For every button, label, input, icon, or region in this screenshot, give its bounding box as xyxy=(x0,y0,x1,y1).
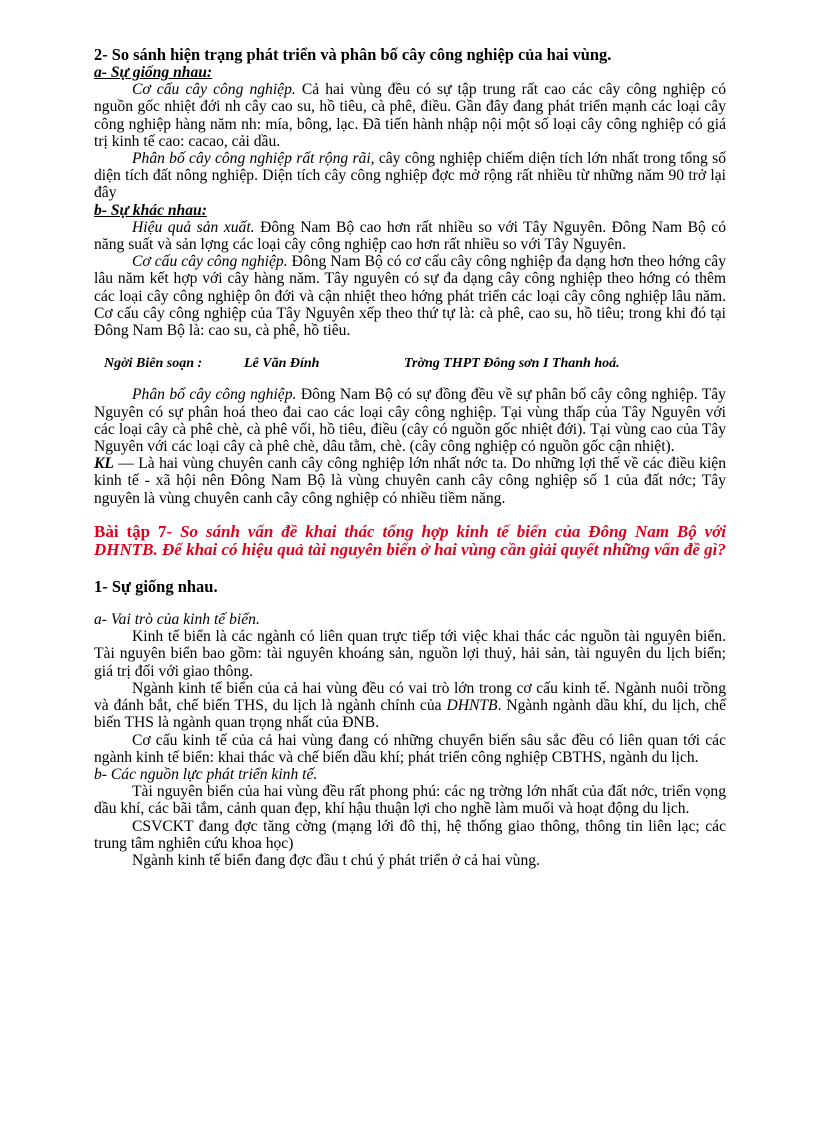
author-role: Ngời Biên soạn : xyxy=(104,356,203,372)
paragraph-lead: Cơ cấu cây công nghiệp. xyxy=(132,253,288,271)
paragraph xyxy=(94,150,726,202)
conclusion-label: KL xyxy=(94,455,114,473)
paragraph-text: Đông Nam Bộ có cơ cấu cây công nghiệp đa dạng hơn theo hớng cây lâu năm kết hợp với cây hàng năm. Tây nguyên có sự đa dạng cây công nghiệp theo hớng có thêm các loại cây công nghiệp ôn đới và cận nhiệt theo hớng phát triển các loại cây công nghiệp lâu năm. Cơ cấu cây công nghiệp của Tây Nguyên xếp theo thứ tự là: cà phê, cao su, hồ tiêu; trong khi đó tại Đông Nam Bộ là: cao su, cà phê, hồ tiêu. xyxy=(94,253,726,340)
subsection-label-b: b- Sự khác nhau: xyxy=(94,201,207,219)
author-school: Trờng THPT Đông sơn I Thanh hoá. xyxy=(404,356,620,372)
paragraph xyxy=(94,219,726,253)
conclusion xyxy=(94,455,726,507)
section-heading: 2- So sánh hiện trạng phát triển và phân bố cây công nghiệp của hai vùng. xyxy=(94,45,612,64)
document-page xyxy=(94,46,726,869)
paragraph xyxy=(94,253,726,339)
exercise-title: Bài tập 7- So sánh vấn đề khai thác tổng hợp kinh tế biển của Đông Nam Bộ với DHNTB. Để khai có hiệu quả tài nguyên biển ở hai vùng cần giải quyết những vấn đề gì? xyxy=(94,521,726,560)
paragraph xyxy=(94,386,726,455)
exercise-question: So sánh vấn đề khai thác tổng hợp kinh tế biển của Đông Nam Bộ với DHNTB. Để khai có hiệu quả tài nguyên biển ở hai vùng cần giải quyết những vấn đề gì? xyxy=(94,521,726,560)
subsection-label-b2: b- Các nguồn lực phát triển kinh tế. xyxy=(94,765,318,783)
paragraph-text: Cả hai vùng đều có sự tập trung rất cao các cây công nghiệp có nguồn gốc nhiệt đới nh cây cao su, hồ tiêu, cà phê, điều. Gần đây đang phát triển mạnh các loại cây công nghiệp hàng năm nh: mía, bông, lạc. Đã tiến hành nhập nội một số loại cây công nghiệp có giá trị kinh tế cao: cacao, cải dầu. xyxy=(94,81,727,150)
paragraph xyxy=(94,81,726,150)
exercise-heading: 1- Sự giống nhau. xyxy=(94,576,218,596)
paragraph-lead: Hiệu quả sản xuất. xyxy=(132,218,255,236)
paragraph-lead: Phân bố cây công nghiệp rất rộng rãi, xyxy=(132,150,375,168)
paragraph: CSVCKT đang đợc tăng cờng (mạng lới đô thị, hệ thống giao thông, thông tin liên lạc; các trung tâm nghiên cứu khoa học) xyxy=(94,817,726,852)
paragraph: Ngành kinh tế biển của cả hai vùng đều có vai trò lớn trong cơ cấu kinh tế. Ngành nuôi trồng và đánh bắt, chế biến THS, du lịch là ngành chính của DHNTB. Ngành ngành dầu khí, du lịch, chế biến THS là ngành quan trọng nhất của ĐNB. xyxy=(94,679,726,732)
paragraph: Kinh tế biển là các ngành có liên quan trực tiếp tới việc khai thác các nguồn tài nguyên biển. Tài nguyên biển bao gồm: tài nguyên khoáng sản, nguồn lợi thuỷ, hải sản, tài nguyên du lịch biển; giá trị đối với giao thông. xyxy=(94,628,726,680)
paragraph: Cơ cấu kinh tế của cả hai vùng đang có những chuyển biến sâu sắc đều có liên quan tới các ngành kinh tế biển: khai thác và chế biến dầu khí; phát triển công nghiệp CBTHS, ngành du lịch. xyxy=(94,731,726,766)
paragraph: Tài nguyên biển của hai vùng đều rất phong phú: các ng trờng lớn nhất của đất nớc, triển vọng dầu khí, các bãi tắm, cảnh quan đẹp, khí hậu thuận lợi cho nghề làm muối và hoạt động du lịch. xyxy=(94,783,726,818)
paragraph-lead: Phân bố cây công nghiệp. xyxy=(132,386,297,404)
paragraph-lead: Cơ cấu cây công nghiệp. xyxy=(132,81,296,99)
author-line xyxy=(104,355,726,372)
paragraph-text: Đông Nam Bộ cao hơn rất nhiều so với Tây Nguyên. Đông Nam Bộ có năng suất và sản lợng các loại cây công nghiệp cao hơn rất nhiều so với Tây Nguyên. xyxy=(94,218,726,254)
conclusion-text: — Là hai vùng chuyên canh cây công nghiệp lớn nhất nớc ta. Do những lợi thế về các điều kiện kinh tế - xã hội nên Đông Nam Bộ là vùng chuyên canh cây công nghiệp số 1 của đất nớc; Tây nguyên là vùng chuyên canh cây công nghiệp có nhiều tiềm năng. xyxy=(94,455,726,507)
paragraph-text: Đông Nam Bộ có sự đồng đều về sự phân bố cây công nghiệp. Tây Nguyên có sự phân hoá theo đai cao các loại cây công nghiệp. Tại vùng thấp của Tây Nguyên với các loại cây cà phê chè, cà phê vối, hồ tiêu, điều (cây có nguồn gốc nhiệt đới). Tại vùng cao của Tây Nguyên với các loại cây cà phê chè, dâu tằm, chè. (cây công nghiệp có nguồn gốc cận nhiệt). xyxy=(94,386,726,456)
subsection-label-a2: a- Vai trò của kinh tế biển. xyxy=(94,611,260,629)
author-name: Lê Văn Đính xyxy=(244,356,320,372)
subsection-label-a: a- Sự giống nhau: xyxy=(94,64,213,81)
paragraph-text: cây công nghiệp chiếm diện tích lớn nhất trong tổng số diện tích đất nông nghiệp. Diện tích cây công nghiệp đợc mở rộng rất nhiều từ những năm 90 trở lại đây xyxy=(94,150,726,202)
paragraph: Ngành kinh tế biển đang đợc đầu t chú ý phát triển ở cả hai vùng. xyxy=(132,851,540,869)
